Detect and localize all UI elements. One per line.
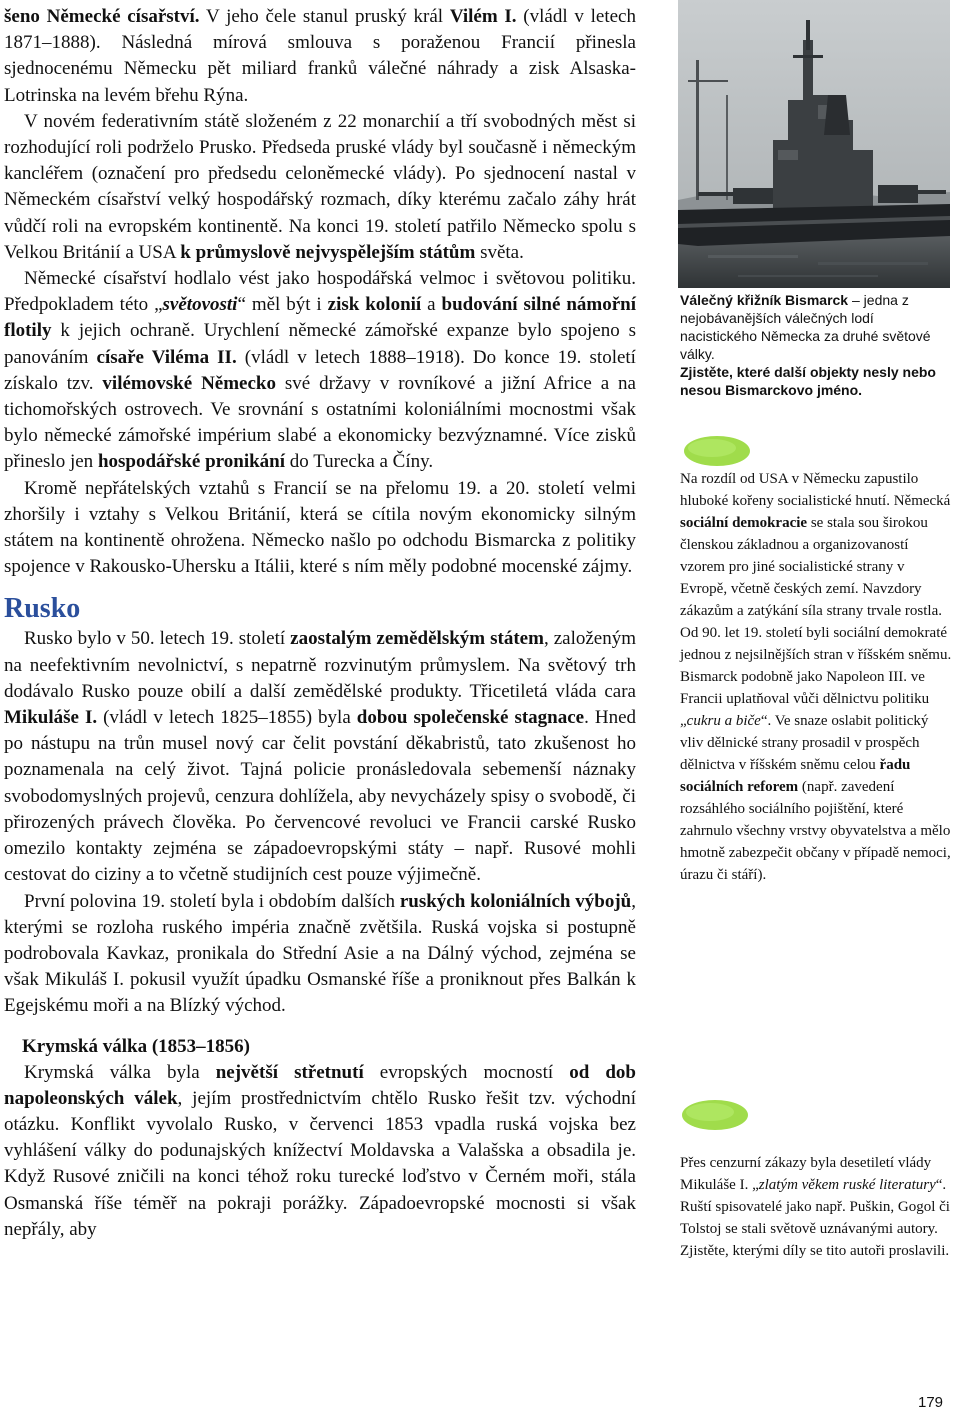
bold-phrase: hospodářské pronikání	[97, 451, 286, 473]
text-run: své državy v rovníkové a jižní Africe a na tichomořských ostrovech. Ve srovnání s ostatními koloniálními mocnostmi však bylo německé zámořské impérium slabé a ekonomicky bezvýznamné. Více zisků přineslo jen	[4, 372, 636, 473]
text-run: Na rozdíl od USA v Německu zapustilo hluboké kořeny socialistické hnutí. Německá	[680, 471, 951, 509]
paragraph: Kromě nepřátelských vztahů s Francií se na přelomu 19. a 20. století velmi zhoršily i vztahy s Velkou Británií, která se cítila novým ekonomicky silným státem na kontinentě ohrožena. Německo našlo po odchodu Bismarcka z politiky spojence v Rakousko-Uhersku a Itálii, které s ním měly podobné mocenské zájmy.	[4, 477, 636, 578]
text-run: V jeho čele stanul pruský král	[199, 6, 450, 27]
bold-phrase: zisk kolonií	[327, 294, 422, 316]
caption-bold: Válečný křižník Bismarck	[680, 292, 849, 308]
text-run: “. Ruští spisovatelé jako např. Puškin, Gogol či Tolstoj se stali světově uznávanými autory. Zjistěte, kterými díly se tito autoři proslavili.	[680, 1177, 950, 1259]
bold-phrase: sociální demokracie	[680, 515, 808, 531]
bold-phrase: řadu sociálních reforem	[680, 757, 911, 795]
paragraph	[4, 1060, 636, 1243]
text-run: evropských mocností	[363, 1061, 570, 1083]
bold-phrase: největší střetnutí	[215, 1061, 364, 1083]
paragraph	[4, 4, 636, 109]
battleship-image	[678, 0, 950, 288]
bold-phrase: od dob napoleonských válek	[4, 1061, 636, 1109]
text-run: Krymská válka byla	[24, 1061, 216, 1083]
subsection-heading-krymska-valka: Krymská válka (1853–1856)	[22, 1035, 250, 1057]
text-run: První polovina 19. století byla i obdobím dalších	[24, 890, 400, 912]
paragraph	[4, 266, 636, 476]
text-run: V novém federativním státě složeném z 22 monarchií a tří svobodných měst si rozhodující roli podrželo Prusko. Předseda pruské vlády byl současně i německým kancléřem (označení pro předsedu celoněmecké vlády). Po sjednocení nastal v Německém císařství velký hospodářský rozmach, díky kterému začalo záhy hrát vůdčí roli na evropském kontinentě. Na konci 19. století patřilo Německo spolu s Velkou Británií a USA	[4, 110, 636, 263]
photo-caption	[680, 291, 952, 399]
bold-phrase: dobou společenské stagnace	[356, 707, 585, 729]
text-run: . Hned po nástupu na trůn musel nový car čelit povstání děkabristů, tato zkušenost ho poznamenala na celý život. Tajná policie pronásledovala sebemenší náznaky svobodomyslných projevů, cenzura dohlížela, aby nevycházely spisy o svobodě, či přirozených právech člověka. Po červencové revoluci ve Francii carské Rusko omezilo kontakty zejména se západoevropskými státy – např. Rusové mohli cestovat do ciziny a to včetně studijních cest pouze výjimečně.	[4, 707, 637, 886]
text-run: Přes cenzurní zákazy byla desetiletí vlády Mikuláše I. „	[680, 1155, 932, 1193]
bold-phrase: k průmyslově nejvyspělejším státům	[180, 241, 476, 263]
text-run: “ měl být i	[237, 294, 328, 316]
bold-phrase: budování silné námořní flotily	[4, 294, 637, 342]
green-blob-decoration	[680, 1098, 750, 1137]
caption-question: Zjistěte, které další objekty nesly nebo nesou Bismarckovo jméno.	[680, 364, 936, 398]
section-heading-rusko: Rusko	[4, 593, 81, 625]
text-run: “. Ve snaze oslabit politický vliv dělnické strany prosadil v prospěch dělnictva v říšském sněmu celou	[680, 713, 929, 773]
text-run: a	[421, 294, 442, 316]
text-run: světa.	[475, 241, 524, 263]
bold-phrase: Mikuláše I.	[4, 707, 98, 729]
bold-phrase: šeno Německé císařství.	[4, 6, 200, 27]
bold-phrase: Vilém I.	[449, 6, 517, 27]
main-text-column	[4, 4, 636, 1243]
text-run: (např. zavedení rozsáhlého sociálního pojištění, které zahrnulo všechny vrstvy obyvatelstva a mělo hmotně zabezpečit občany v případě nemoci, úrazu či stáří).	[680, 779, 951, 883]
text-run: (vládl v letech 1825–1855) byla	[97, 707, 357, 729]
side-box-russian-literature	[680, 1152, 952, 1262]
text-run: (vládl v letech 1871–1888). Následná mírová smlouva s poraženou Francií přinesla sjednocenému Německu pět miliard franků válečné náhrady a zisk Alsaska-Lotrinska na levém břehu Rýna.	[4, 6, 636, 106]
paragraph	[4, 626, 636, 888]
text-run: (vládl v letech 1888–1918). Do konce 19. století získalo tzv.	[4, 346, 636, 394]
bold-phrase: vilémovské Německo	[102, 372, 276, 394]
text-run: do Turecka a Číny.	[285, 451, 434, 473]
caption-text: – jedna z nejobávanějších válečných lodí nacistického Německa za druhé světové války.	[680, 292, 931, 362]
text-run: Rusko bylo v 50. letech 19. století	[24, 628, 291, 650]
bold-phrase: zaostalým zemědělským státem	[290, 628, 544, 650]
text-run: Německé císařství hodlalo vést jako hospodářská velmoc i světovou politiku. Předpokladem této „	[4, 268, 636, 316]
text-run: k jejich ochraně. Urychlení německé zámořské expanze bylo spojeno s panováním	[4, 320, 636, 368]
bold-phrase: ruských koloniálních výbojů	[399, 890, 632, 912]
page-number: 179	[918, 1394, 944, 1411]
paragraph	[4, 109, 636, 266]
italic-phrase: cukru a biče	[686, 713, 761, 729]
bold-phrase: císaře Viléma II.	[96, 346, 237, 368]
paragraph	[4, 889, 636, 1020]
text-run: , jejím prostřednictvím chtělo Rusko řešit tzv. východní otázku. Konflikt vyvolalo Rusko, v červenci 1853 vpadla ruská vojska bez vyhlášení války do podunajských knížectví Moldavska a Valašska a obsadila je. Když Rusové zničili na konci téhož roku turecké loďstvo v Černém moři, stála Osmanská říše téměř na pokraji porážky. Západoevropské mocnosti si však nepřály, aby	[4, 1087, 637, 1240]
bold-italic-phrase: světovosti	[162, 294, 238, 316]
text-run: se stala sou širokou členskou základnou a organizovaností vzorem pro jiné socialistické strany v Evropě, včetně českých zemí. Navzdory zákazům a zatýkání síla strany trvale rostla. Od 90. let 19. století byli sociální demokraté jednou z nejsilnějších stran v říšském sněmu. Bismarck podobně jako Napoleon III. ve Francii uplatňoval vůči dělnictvu politiku „	[680, 515, 952, 729]
text-run: , kterými se rozloha ruského impéria značně zvětšila. Ruská vojska si postupně podrobovala Kavkaz, pronikala do Střední Asie a na Dálný východ, zejména se však Mikuláš I. pokusil využít úpadku Osmanské říše a proniknout přes Balkán k Egejskému moři a na Blízký východ.	[4, 890, 636, 1017]
italic-phrase: zlatým věkem ruské literatury	[758, 1177, 936, 1193]
side-box-social-democracy	[680, 468, 952, 886]
text-run: , založeným na neefektivním nevolnictví, s nepatrně rozvinutým průmyslem. Na světový trh dodávalo Rusko pouze obilí a další zemědělské produkty. Třicetiletá vláda cara	[4, 628, 636, 702]
bismarck-battleship-photo	[678, 0, 950, 288]
